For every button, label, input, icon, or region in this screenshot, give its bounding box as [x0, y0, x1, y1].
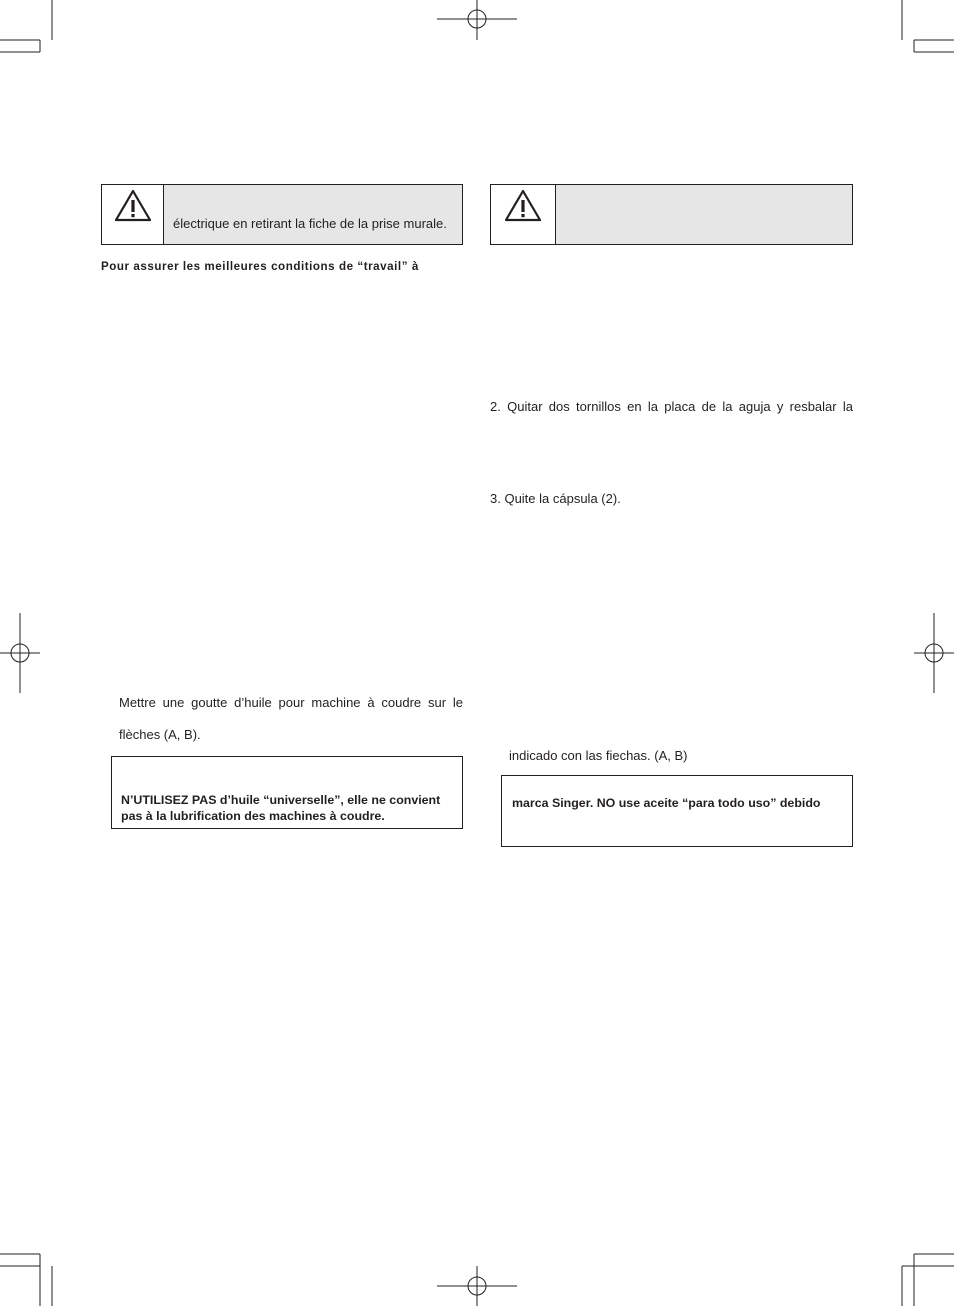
note-fr-line2: pas à la lubrification des machines à coudre. [121, 809, 385, 823]
step2-es: 2. Quitar dos tornillos en la placa de la aguja y resbalar la [490, 399, 853, 414]
warning-text-cell [556, 185, 852, 244]
warning-triangle-icon [504, 189, 542, 223]
intro-bold-fr: Pour assurer les meilleures conditions de “travail” à [101, 260, 419, 273]
step3-es: 3. Quite la cápsula (2). [490, 491, 621, 506]
oil-instruction-fr-line2: flèches (A, B). [119, 727, 201, 742]
note-box-es [501, 775, 853, 847]
oil-instruction-es: indicado con las fiechas. (A, B) [509, 748, 688, 763]
warning-text-fr: électrique en retirant la fiche de la prise murale. [173, 216, 447, 231]
warning-triangle-icon [114, 189, 152, 223]
warning-text-cell [164, 185, 462, 244]
note-box-fr [111, 756, 463, 829]
note-es-line1: marca Singer. NO use aceite “para todo uso” debido [512, 796, 821, 810]
oil-instruction-fr-line1: Mettre une goutte d’huile pour machine à coudre sur le [119, 695, 463, 710]
note-fr-line1: N’UTILISEZ PAS d’huile “universelle”, elle ne convient [121, 793, 441, 807]
warning-box-es [490, 184, 853, 245]
warning-icon-cell [491, 185, 556, 244]
warning-icon-cell [102, 185, 164, 244]
warning-box-fr [101, 184, 463, 245]
